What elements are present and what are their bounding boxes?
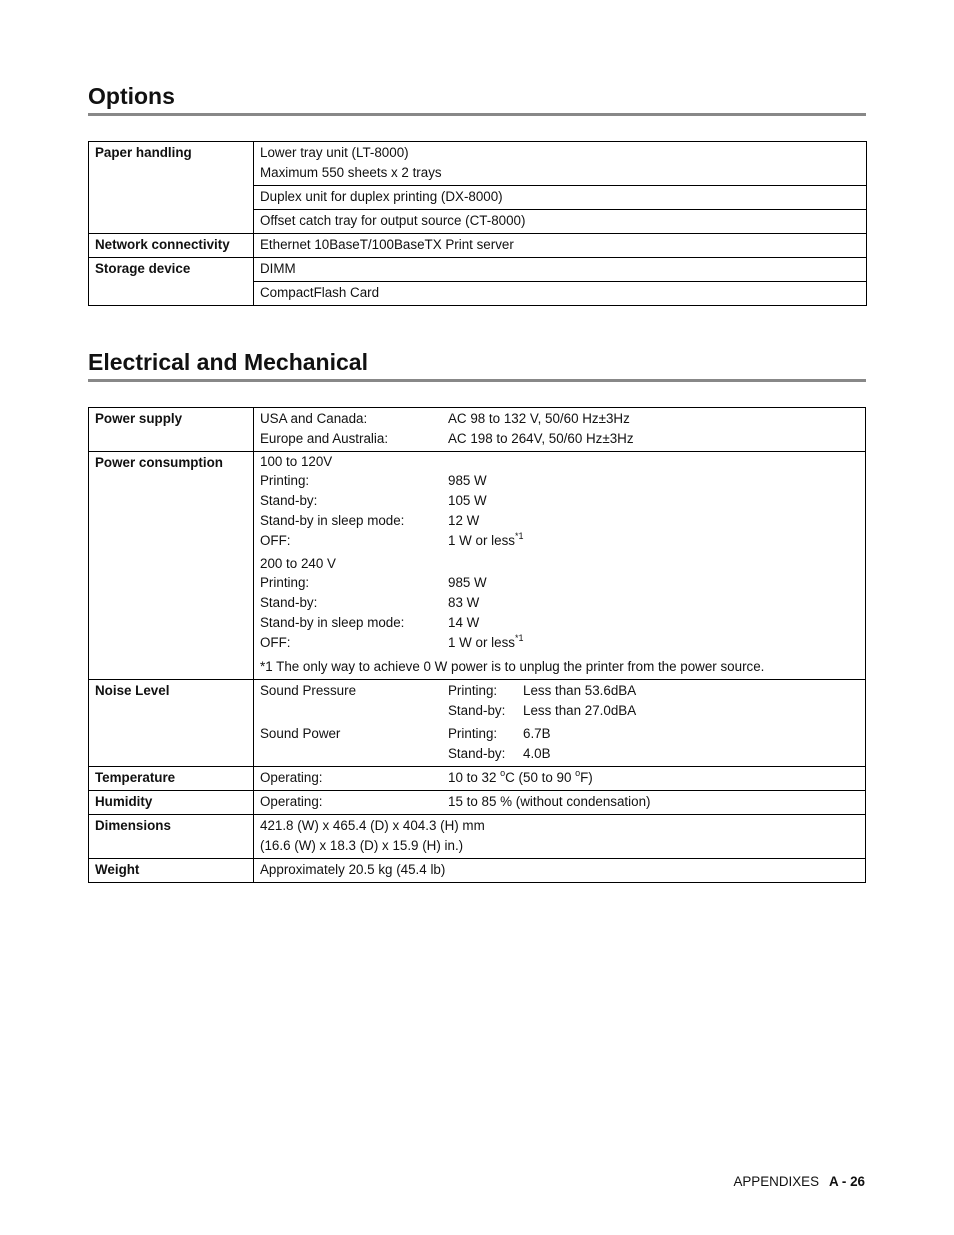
v2-off-line	[260, 633, 859, 653]
dimensions-mm: 421.8 (W) x 465.4 (D) x 404.3 (H) mm	[260, 818, 485, 833]
power-supply-cell	[254, 408, 866, 452]
sound-power-standby-key: Stand-by:	[448, 746, 506, 761]
paper-handling-label: Paper handling	[89, 142, 254, 234]
humidity-value: 15 to 85 % (without condensation)	[448, 794, 651, 809]
power-supply-eu-line	[260, 429, 859, 449]
options-table	[88, 141, 867, 306]
lower-tray-text: Lower tray unit (LT-8000)	[260, 145, 409, 160]
temperature-cell	[254, 767, 866, 791]
electrical-title-rule	[88, 379, 866, 382]
v1-standby-value: 105 W	[448, 493, 487, 508]
v1-off-footnote-mark: *1	[514, 530, 524, 541]
sound-pressure-printing-value: Less than 53.6dBA	[523, 683, 637, 698]
table-row	[89, 680, 866, 767]
temperature-value-b: C (50 to 90	[505, 770, 576, 785]
v1-printing-line	[260, 471, 859, 491]
v1-sleep-line	[260, 511, 859, 531]
options-title: Options	[88, 83, 175, 109]
dimensions-in: (16.6 (W) x 18.3 (D) x 15.9 (H) in.)	[260, 838, 464, 853]
v2-sleep-value: 14 W	[448, 615, 480, 630]
v2-standby-key: Stand-by:	[260, 595, 318, 610]
voltage-range-2-heading: 200 to 240 V	[260, 556, 336, 571]
v2-off-value-wrap	[448, 633, 523, 653]
humidity-key: Operating:	[260, 794, 323, 809]
dimensions-label: Dimensions	[89, 815, 254, 859]
footer-section: APPENDIXES	[733, 1174, 820, 1189]
degree-mark: o	[500, 767, 506, 778]
power-supply-label: Power supply	[89, 408, 254, 452]
sound-pressure-standby-value: Less than 27.0dBA	[523, 703, 637, 718]
sound-pressure-standby-key: Stand-by:	[448, 703, 506, 718]
storage-dimm-text: DIMM	[254, 258, 867, 282]
v1-off-line	[260, 531, 859, 551]
page-footer	[733, 1172, 865, 1192]
v1-standby-key: Stand-by:	[260, 493, 318, 508]
degree-mark: o	[575, 767, 581, 778]
v1-off-value: 1 W or less	[448, 533, 515, 548]
v2-off-value: 1 W or less	[448, 635, 515, 650]
humidity-line	[260, 792, 859, 812]
temperature-value-a: 10 to 32	[448, 770, 501, 785]
power-footnote: *1 The only way to achieve 0 W power is to unplug the printer from the power source.	[260, 659, 765, 674]
temperature-key: Operating:	[260, 770, 323, 785]
v2-sleep-line	[260, 613, 859, 633]
page-number: A - 26	[829, 1174, 865, 1189]
electrical-title: Electrical and Mechanical	[88, 349, 368, 375]
noise-level-label: Noise Level	[89, 680, 254, 767]
electrical-table	[88, 407, 866, 883]
v2-sleep-key: Stand-by in sleep mode:	[260, 615, 405, 630]
temperature-value	[448, 768, 593, 788]
power-consumption-cell	[254, 452, 866, 680]
table-row	[89, 258, 867, 282]
v1-sleep-key: Stand-by in sleep mode:	[260, 513, 405, 528]
table-row	[89, 767, 866, 791]
europe-australia-key: Europe and Australia:	[260, 431, 389, 446]
humidity-label: Humidity	[89, 791, 254, 815]
power-consumption-label: Power consumption	[89, 452, 254, 680]
table-row	[89, 234, 867, 258]
sound-pressure-printing-line	[260, 681, 859, 701]
v1-printing-value: 985 W	[448, 473, 487, 488]
v1-off-key: OFF:	[260, 533, 291, 548]
sound-power-printing-value: 6.7B	[523, 726, 551, 741]
v2-printing-line	[260, 573, 859, 593]
weight-value: Approximately 20.5 kg (45.4 lb)	[254, 859, 866, 883]
table-row	[89, 791, 866, 815]
weight-label: Weight	[89, 859, 254, 883]
storage-device-label: Storage device	[89, 258, 254, 306]
v1-sleep-value: 12 W	[448, 513, 480, 528]
network-connectivity-value: Ethernet 10BaseT/100BaseTX Print server	[254, 234, 867, 258]
spacer	[260, 701, 448, 721]
table-row	[89, 408, 866, 452]
sound-power-standby-value: 4.0B	[523, 746, 551, 761]
table-row	[89, 859, 866, 883]
paper-handling-lower-tray-cell	[254, 142, 867, 186]
sound-power-printing-line	[260, 724, 859, 744]
sound-power-standby-line	[260, 744, 859, 764]
network-connectivity-label: Network connectivity	[89, 234, 254, 258]
duplex-unit-text: Duplex unit for duplex printing (DX-8000)	[254, 186, 867, 210]
temperature-line	[260, 768, 859, 788]
voltage-range-1-heading: 100 to 120V	[260, 454, 333, 469]
table-row	[89, 452, 866, 680]
usa-canada-key: USA and Canada:	[260, 411, 368, 426]
sound-power-printing-key: Printing:	[448, 726, 498, 741]
noise-level-cell	[254, 680, 866, 767]
humidity-cell	[254, 791, 866, 815]
max-sheets-text: Maximum 550 sheets x 2 trays	[260, 165, 442, 180]
v1-printing-key: Printing:	[260, 473, 310, 488]
storage-compactflash-text: CompactFlash Card	[254, 282, 867, 306]
v2-off-key: OFF:	[260, 635, 291, 650]
temperature-label: Temperature	[89, 767, 254, 791]
options-title-rule	[88, 113, 866, 116]
offset-tray-text: Offset catch tray for output source (CT-8000)	[254, 210, 867, 234]
temperature-value-c: F)	[580, 770, 593, 785]
v2-standby-line	[260, 593, 859, 613]
v2-off-footnote-mark: *1	[514, 632, 524, 643]
dimensions-cell	[254, 815, 866, 859]
v1-off-value-wrap	[448, 531, 523, 551]
v1-standby-line	[260, 491, 859, 511]
europe-australia-value: AC 198 to 264V, 50/60 Hz±3Hz	[448, 431, 634, 446]
sound-pressure-printing-key: Printing:	[448, 683, 498, 698]
v2-standby-value: 83 W	[448, 595, 480, 610]
power-supply-usa-line	[260, 409, 859, 429]
sound-pressure-key: Sound Pressure	[260, 683, 357, 698]
spacer	[260, 744, 448, 764]
v2-printing-key: Printing:	[260, 575, 310, 590]
v2-printing-value: 985 W	[448, 575, 487, 590]
table-row	[89, 142, 867, 186]
table-row	[89, 815, 866, 859]
sound-power-key: Sound Power	[260, 726, 341, 741]
sound-pressure-standby-line	[260, 701, 859, 721]
usa-canada-value: AC 98 to 132 V, 50/60 Hz±3Hz	[448, 411, 630, 426]
